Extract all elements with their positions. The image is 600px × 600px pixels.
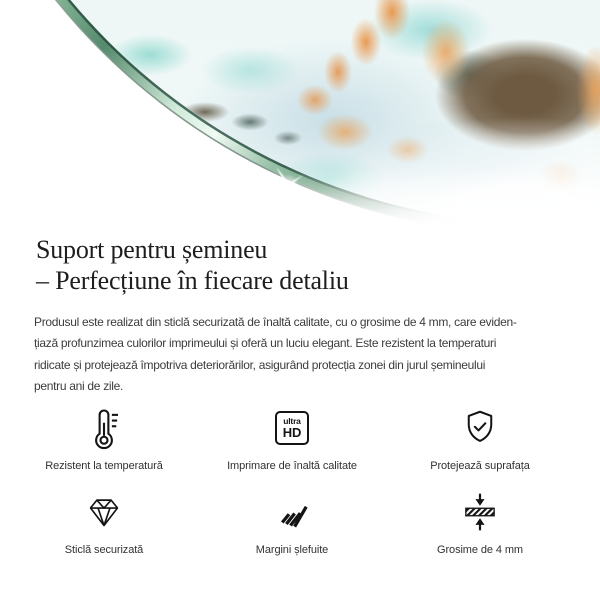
ultra-hd-icon (275, 406, 309, 450)
feature-label: Rezistent la temperatură (45, 459, 163, 472)
feature-polished-edges (198, 490, 386, 557)
feature-temperature-resistant (10, 406, 198, 473)
product-description-line: Produsul este realizat din sticlă securizată de înaltă calitate, cu o grosime de 4 mm, care eviden- (34, 315, 517, 329)
feature-high-quality-print (198, 406, 386, 473)
shield-check-icon (460, 406, 500, 450)
feature-label: Imprimare de înaltă calitate (227, 459, 357, 472)
diamond-icon (85, 490, 123, 534)
feature-protects-surface (386, 406, 574, 473)
feature-label: Grosime de 4 mm (437, 543, 523, 556)
product-description-line: pentru ani de zile. (34, 379, 124, 394)
product-description (34, 312, 600, 398)
feature-label: Protejează suprafața (430, 459, 530, 472)
product-description-line: ridicate și protejează împotriva deteriorărilor, asigurând protecția zonei din jurul șemineului (34, 357, 486, 372)
page-title-line1: Suport pentru șemineu (36, 235, 268, 264)
ultra-hd-badge-bottom: HD (282, 424, 302, 440)
page-title-line2: – Perfecțiune în fiecare detaliu (36, 266, 349, 295)
feature-label: Margini șlefuite (255, 543, 329, 556)
features-grid (10, 406, 574, 557)
page-title (36, 234, 600, 296)
feature-thickness-4mm (386, 490, 574, 557)
product-description-line: țiază profunzimea culorilor imprimeului și oferă un luciu elegant. Este rezistent la temperaturi (34, 336, 497, 351)
polished-edges-icon (274, 490, 310, 534)
feature-label: Sticlă securizată (64, 543, 144, 556)
thermometer-icon (83, 406, 125, 450)
sparkle-icon (264, 161, 312, 209)
ultra-hd-badge-top: ultra (283, 415, 301, 426)
product-photo (0, 0, 600, 232)
feature-tempered-glass (10, 490, 198, 557)
glass-thickness-icon (460, 490, 500, 534)
